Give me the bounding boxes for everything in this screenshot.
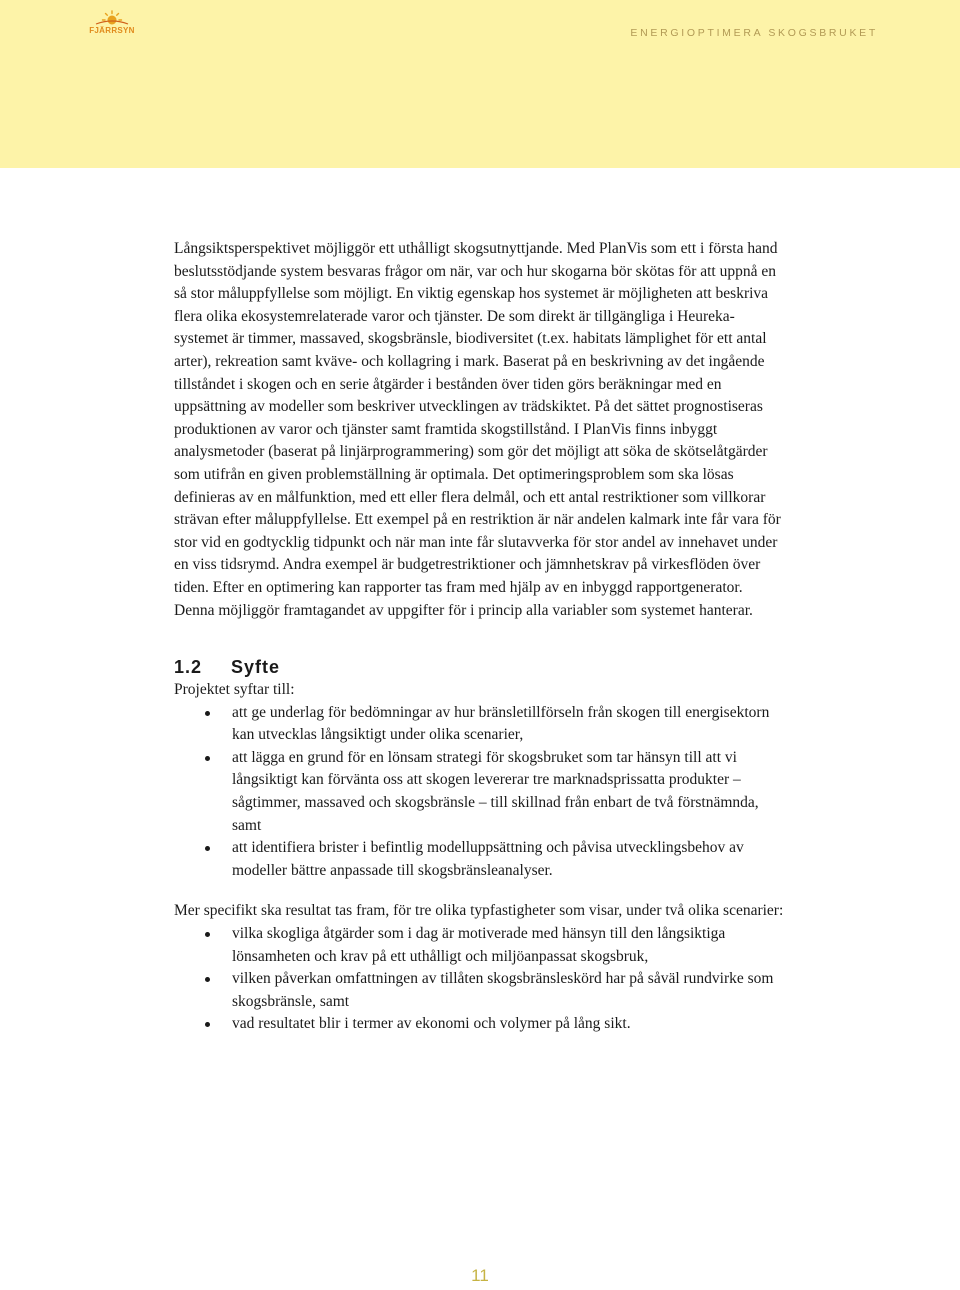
header-title: ENERGIOPTIMERA SKOGSBRUKET (630, 27, 878, 39)
purpose-list (174, 702, 786, 883)
scenario-list (174, 923, 786, 1036)
section-heading (174, 655, 786, 679)
section-lead: Projektet syftar till: (174, 681, 295, 699)
list-item: vilken påverkan omfattningen av tillåten skogsbränsleskörd har på såväl rundvirke som skogsbränsle, samt (174, 968, 786, 1013)
list-item: att identifiera brister i befintlig modelluppsättning och påvisa utvecklingsbehov av modeller bättre anpassade till skogsbränsleanalyser. (174, 837, 786, 882)
fjarrsyn-logo (82, 10, 142, 40)
intro-paragraph: Långsiktsperspektivet möjliggör ett uthålligt skogsutnyttjande. Med PlanVis som ett i första hand beslutsstödjande system besvaras frågor om när, var och hur skogarna bör skötas för att uppnå en så stor måluppfyllelse som möjligt. En viktig egenskap hos systemet är möjligheten att beskriva flera olika ekosystemrelaterade varor och tjänster. De som direkt är tillgängliga i Heureka-systemet är timmer, massaved, skogsbränsle, biodiversitet (t.ex. habitats lämplighet för ett antal arter), rekreation samt kväve- och kollagring i mark. Baserat på en beskrivning av det ingående tillståndet i skogen och en serie åtgärder i bestånden över tiden görs beräkningar med en uppsättning av modeller som beskriver utvecklingen av trädskiktet. På det sättet prognostiseras produktionen av varor och tjänster samt framtida skogstillstånd. I PlanVis finns inbyggt analysmetoder (baserat på linjärprogrammering) som gör det möjligt att söka de skötselåtgärder som utifrån en given problemställning är optimala. Det optimeringsproblem som ska lösas definieras av en målfunktion, med ett eller flera delmål, och ett antal restriktioner som villkorar strävan efter måluppfyllelse. Ett exempel på en restriktion är när andelen kalmark inte får vara för stor vid en godtycklig tidpunkt och när man inte får slutavverka för stor andel av innehavet under en viss tidsrymd. Andra exempel är budgetrestriktioner och jämnhetskrav på virkesflöden över tiden. Efter en optimering kan rapporter tas fram med hjälp av en inbyggd rapportgenerator. Denna möjliggör framtagandet av uppgifter för i princip alla variabler som systemet hanterar. (174, 240, 781, 619)
list-item: vad resultatet blir i termer av ekonomi och volymer på lång sikt. (174, 1013, 786, 1036)
page-content (174, 238, 786, 1036)
list-item: att lägga en grund för en lönsam strategi för skogsbruket som tar hänsyn till att vi långsiktigt kan förvänta oss att skogen levererar tre marknadsprissatta produkter – sågtimmer, massaved och skogsbränsle – till skillnad från enbart de två förstnämnda, samt (174, 747, 786, 837)
list-item: att ge underlag för bedömningar av hur bränsletillförseln från skogen till energisektorn kan utvecklas långsiktigt under olika scenarier, (174, 702, 786, 747)
scenario-paragraph: Mer specifikt ska resultat tas fram, för tre olika typfastigheter som visar, under två olika scenarier: (174, 902, 784, 920)
section-number: 1.2 (174, 657, 203, 678)
header-band (0, 0, 960, 168)
section-title: Syfte (231, 657, 281, 678)
list-item: vilka skogliga åtgärder som i dag är motiverade med hänsyn till den långsiktiga lönsamheten och krav på ett uthålligt och miljöanpassat skogsbruk, (174, 923, 786, 968)
page-number: 11 (471, 1266, 489, 1285)
logo-text: FJÄRRSYN (89, 26, 135, 35)
